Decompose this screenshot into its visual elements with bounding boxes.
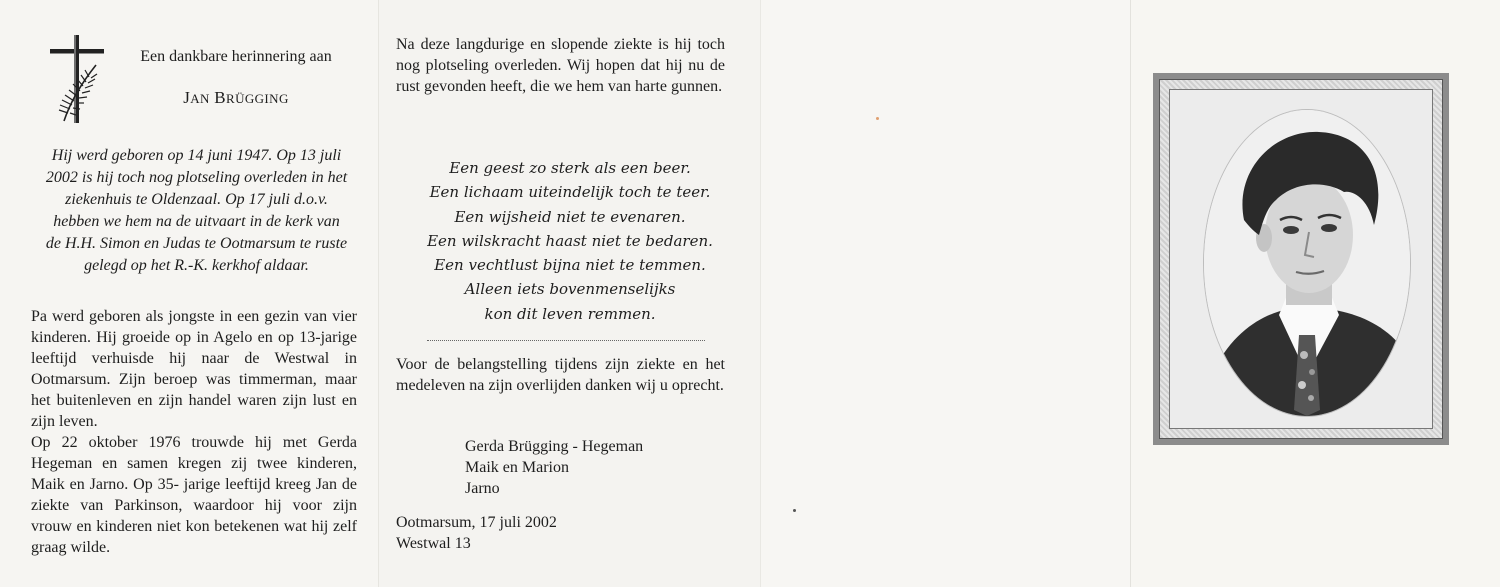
poem-line: Alleen iets bovenmenselijks: [464, 280, 676, 299]
cross-with-palm-icon: [46, 33, 108, 125]
dotted-divider: [427, 340, 705, 341]
intro-text: Een dankbare herinnering aan: [140, 48, 332, 65]
thanks-text: Voor de belangstelling tijdens zijn ziekte en het medeleven na zijn overlijden danken wij u oprecht.: [396, 356, 725, 394]
card-panel-blank: [760, 0, 1131, 587]
address: Westwal 13: [396, 535, 471, 552]
death-notice: [34, 145, 359, 277]
frame-mat: [1169, 89, 1433, 429]
death-notice-line: ziekenhuis te Oldenzaal. Op 17 juli d.o.v.: [65, 191, 328, 208]
death-notice-line: gelegd op het R.-K. kerkhof aldaar.: [84, 257, 309, 274]
death-notice-line: Hij werd geboren op 14 juni 1947. Op 13 juli: [51, 147, 342, 164]
portrait-frame: [1153, 73, 1449, 445]
biography-paragraph: Pa werd geboren als jongste in een gezin van vier kinderen. Hij groeide op in Agelo en op 13-jarige leeftijd verhuisde hij naar de Westwal in Ootmarsum. Zijn beroep was timmerman, maar het buitenleven en zijn handel waren zijn lust en zijn leven.: [31, 308, 357, 430]
biography: [31, 306, 357, 558]
paper-speck: [876, 117, 879, 120]
death-notice-line: de H.H. Simon en Judas te Ootmarsum te ruste: [45, 235, 348, 252]
place-date: Ootmarsum, 17 juli 2002: [396, 514, 557, 531]
death-notice-line: hebben we hem na de uitvaart in de kerk van: [53, 213, 340, 230]
death-notice-line: 2002 is hij toch nog plotseling overleden in het: [45, 169, 348, 186]
illness-text: Na deze langdurige en slopende ziekte is hij toch nog plotseling overleden. Wij hopen dat hij nu de rust gevonden heeft, die we hem van harte gunnen.: [396, 36, 725, 95]
paper-speck: [793, 509, 796, 512]
poem-line: Een wijsheid niet te evenaren.: [454, 207, 686, 226]
poem-line: Een geest zo sterk als een beer.: [449, 159, 691, 177]
poem-line: Een vechtlust bijna niet te temmen.: [434, 256, 706, 275]
family-member: Maik en Marion: [465, 459, 569, 476]
poem-line: Een lichaam uiteindelijk toch te teer.: [429, 183, 711, 202]
family-member: Jarno: [465, 480, 500, 497]
deceased-name: JAN BRÜGGING: [183, 88, 289, 107]
family-member: Gerda Brügging - Hegeman: [465, 438, 644, 455]
card-panel-left: [0, 0, 378, 587]
family-signatures: [465, 436, 725, 499]
poem-line: Een wilskracht haast niet te bedaren.: [427, 231, 713, 250]
portrait-photo: [1204, 110, 1410, 416]
place-and-address: [396, 512, 696, 554]
poem-line: kon dit leven remmen.: [484, 304, 656, 323]
biography-paragraph: Op 22 oktober 1976 trouwde hij met Gerda Hegeman en samen kregen zij twee kinderen, Maik en Jarno. Op 35- jarige leeftijd kreeg Jan de ziekte van Parkinson, waardoor hij voor zijn vrouw en kinderen niet kon betekenen wat hij zelf graag wilde.: [31, 434, 357, 556]
portrait-illustration: [1204, 110, 1410, 416]
poem: [410, 156, 730, 326]
